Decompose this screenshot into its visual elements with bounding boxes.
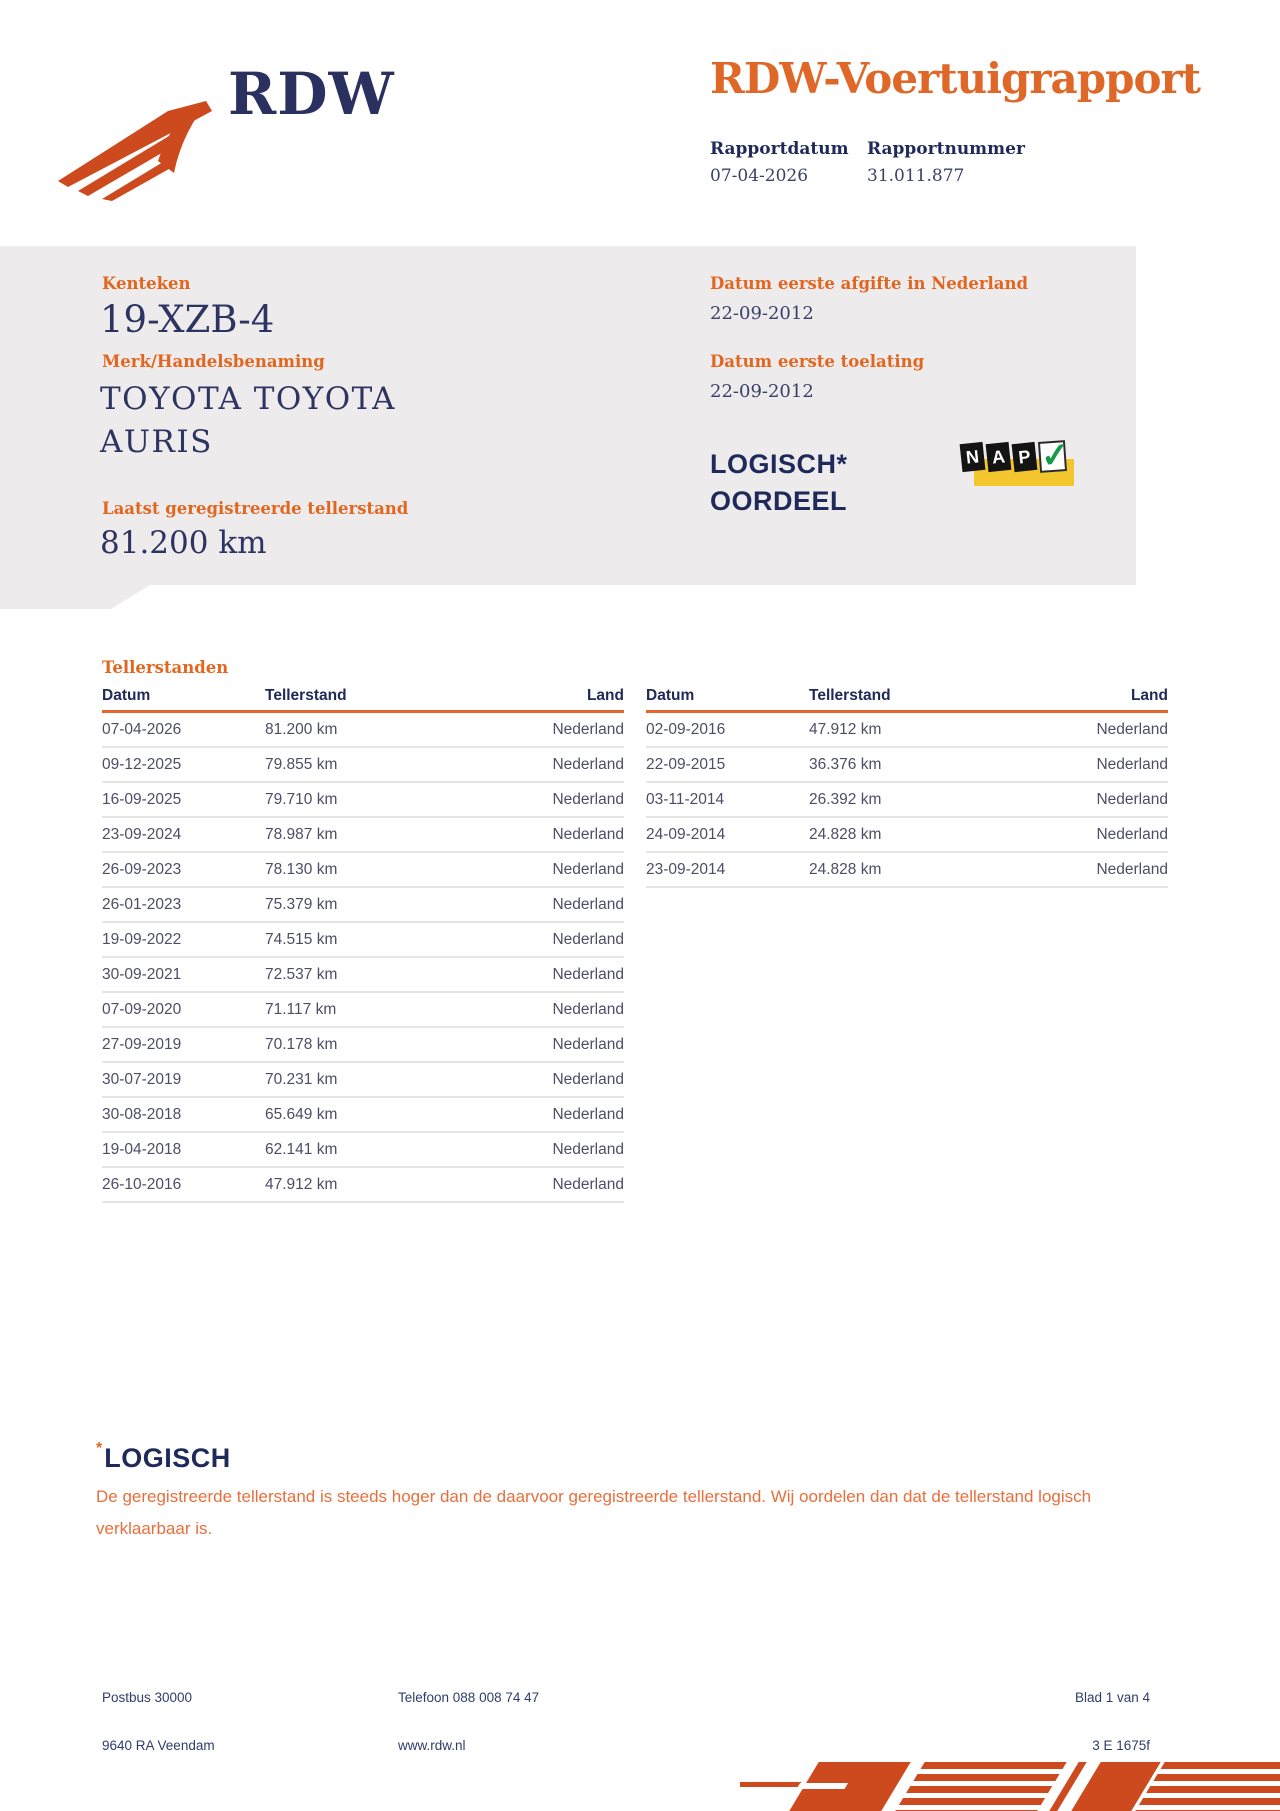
datum-toelating-value: 22-09-2012 — [710, 381, 814, 402]
table-body — [102, 713, 624, 1203]
tellerstanden-table-right — [646, 688, 1168, 888]
table-cell: Nederland — [1096, 720, 1168, 738]
table-cell: 79.855 km — [265, 755, 338, 773]
nap-letter-p: P — [1012, 442, 1038, 472]
report-number-value: 31.011.877 — [867, 166, 965, 186]
table-row — [102, 1168, 624, 1203]
table-cell: 30-09-2021 — [102, 965, 182, 983]
table-row — [646, 818, 1168, 853]
decor-parallelogram — [789, 1762, 910, 1811]
table-cell: 19-04-2018 — [102, 1140, 182, 1158]
table-cell: 78.130 km — [265, 860, 338, 878]
table-cell: Nederland — [1096, 825, 1168, 843]
table-cell: 70.231 km — [265, 1070, 338, 1088]
laatste-tellerstand-label: Laatst geregistreerde tellerstand — [102, 499, 409, 518]
table-row — [102, 713, 624, 748]
table-cell: Nederland — [552, 930, 624, 948]
table-cell: Nederland — [552, 755, 624, 773]
table-cell: 81.200 km — [265, 720, 338, 738]
table-cell: 19-09-2022 — [102, 930, 182, 948]
logisch-asterisk: * — [96, 1440, 103, 1457]
table-row — [102, 1098, 624, 1133]
table-cell: 26-01-2023 — [102, 895, 182, 913]
table-cell: 36.376 km — [809, 755, 882, 773]
footer-decoration-graphic — [740, 1762, 1280, 1811]
table-row — [646, 748, 1168, 783]
column-header-datum: Datum — [102, 687, 151, 704]
table-cell: 24.828 km — [809, 825, 882, 843]
table-header-row — [102, 688, 624, 713]
table-row — [102, 1028, 624, 1063]
table-row — [102, 958, 624, 993]
column-header-land: Land — [586, 687, 624, 704]
table-row — [102, 818, 624, 853]
table-cell: 71.117 km — [265, 1000, 337, 1018]
nap-checkmark-icon: ✓ — [1039, 435, 1071, 476]
datum-afgifte-label: Datum eerste afgifte in Nederland — [710, 274, 1029, 293]
report-number-label: Rapportnummer — [867, 139, 1025, 159]
table-cell: 27-09-2019 — [102, 1035, 182, 1053]
column-header-tellerstand: Tellerstand — [265, 687, 347, 704]
table-row — [102, 853, 624, 888]
table-row — [102, 1133, 624, 1168]
table-cell: 09-12-2025 — [102, 755, 182, 773]
page-title: RDW-Voertuigrapport — [710, 54, 1201, 103]
table-cell: 26-09-2023 — [102, 860, 182, 878]
table-cell: Nederland — [552, 1070, 624, 1088]
table-cell: 62.141 km — [265, 1140, 338, 1158]
table-row — [102, 748, 624, 783]
table-cell: Nederland — [552, 1140, 624, 1158]
table-cell: Nederland — [552, 860, 624, 878]
table-cell: 24.828 km — [809, 860, 882, 878]
table-cell: 47.912 km — [809, 720, 882, 738]
kenteken-value: 19-XZB-4 — [100, 298, 275, 341]
table-body — [646, 713, 1168, 888]
footer-postbus: Postbus 30000 — [102, 1690, 193, 1705]
table-cell: Nederland — [1096, 860, 1168, 878]
table-cell: 70.178 km — [265, 1035, 338, 1053]
table-cell: 22-09-2015 — [646, 755, 726, 773]
table-cell: 78.987 km — [265, 825, 338, 843]
column-header-datum: Datum — [646, 687, 695, 704]
table-cell: 23-09-2024 — [102, 825, 182, 843]
table-cell: 74.515 km — [265, 930, 338, 948]
datum-afgifte-value: 22-09-2012 — [710, 303, 814, 324]
decor-slit — [796, 1783, 848, 1789]
table-cell: 47.912 km — [265, 1175, 338, 1193]
footer-form-code: 3 E 1675f — [1092, 1738, 1150, 1753]
nap-logo — [958, 435, 1078, 492]
table-row — [102, 783, 624, 818]
footer-website: www.rdw.nl — [398, 1738, 466, 1753]
table-row — [646, 853, 1168, 888]
oordeel-line2: OORDEEL — [710, 486, 848, 516]
decor-stripes — [895, 1762, 1066, 1811]
table-cell: 26.392 km — [809, 790, 882, 808]
decor-stripes — [1135, 1762, 1280, 1811]
table-cell: Nederland — [552, 965, 624, 983]
table-row — [102, 993, 624, 1028]
table-row — [102, 888, 624, 923]
table-cell: Nederland — [552, 790, 624, 808]
column-header-land: Land — [1130, 687, 1168, 704]
table-row — [646, 713, 1168, 748]
table-cell: 72.537 km — [265, 965, 338, 983]
table-cell: Nederland — [1096, 755, 1168, 773]
nap-letter-n: N — [960, 442, 986, 472]
logisch-heading-text: LOGISCH — [104, 1443, 231, 1473]
table-cell: 65.649 km — [265, 1105, 338, 1123]
table-cell: Nederland — [552, 1000, 624, 1018]
kenteken-label: Kenteken — [102, 274, 191, 293]
table-cell: Nederland — [1096, 790, 1168, 808]
table-row — [646, 783, 1168, 818]
column-header-tellerstand: Tellerstand — [809, 687, 891, 704]
table-cell: 26-10-2016 — [102, 1175, 182, 1193]
table-header-row — [646, 688, 1168, 713]
table-cell: 75.379 km — [265, 895, 338, 913]
table-cell: 07-09-2020 — [102, 1000, 182, 1018]
logisch-heading — [96, 1440, 231, 1474]
table-cell: Nederland — [552, 1035, 624, 1053]
logisch-explanation-text: De geregistreerde tellerstand is steeds hoger dan de daarvoor geregistreerde tellerstand. Wij oordelen dan dat de tellerstand logisch verklaarbaar is. — [96, 1487, 1092, 1538]
report-date-value: 07-04-2026 — [710, 166, 809, 186]
footer-page-number: Blad 1 van 4 — [1074, 1690, 1150, 1705]
merk-label: Merk/Handelsbenaming — [102, 352, 325, 371]
rdw-wordmark: RDW — [228, 60, 395, 128]
table-cell: 03-11-2014 — [646, 790, 725, 808]
footer-city: 9640 RA Veendam — [102, 1738, 215, 1753]
table-cell: Nederland — [552, 895, 624, 913]
tellerstanden-section-title: Tellerstanden — [102, 658, 229, 677]
laatste-tellerstand-value: 81.200 km — [100, 525, 267, 561]
table-cell: 07-04-2026 — [102, 720, 182, 738]
table-row — [102, 923, 624, 958]
table-cell: Nederland — [552, 1105, 624, 1123]
oordeel-verdict — [710, 446, 848, 520]
table-cell: 24-09-2014 — [646, 825, 726, 843]
rdw-logo-swoosh-icon — [56, 95, 212, 201]
decor-line — [740, 1782, 802, 1787]
tellerstanden-table-left — [102, 688, 624, 1203]
table-cell: Nederland — [552, 1175, 624, 1193]
table-cell: 30-07-2019 — [102, 1070, 182, 1088]
table-cell: 30-08-2018 — [102, 1105, 182, 1123]
footer-phone: Telefoon 088 008 74 47 — [398, 1690, 540, 1705]
table-cell: 23-09-2014 — [646, 860, 726, 878]
table-cell: 79.710 km — [265, 790, 338, 808]
table-cell: 02-09-2016 — [646, 720, 726, 738]
table-row — [102, 1063, 624, 1098]
datum-toelating-label: Datum eerste toelating — [710, 352, 925, 371]
report-date-label: Rapportdatum — [710, 139, 849, 159]
table-cell: 16-09-2025 — [102, 790, 182, 808]
merk-value: TOYOTA TOYOTA AURIS — [100, 381, 397, 460]
table-cell: Nederland — [552, 720, 624, 738]
nap-letter-a: A — [986, 442, 1012, 472]
table-cell: Nederland — [552, 825, 624, 843]
oordeel-line1: LOGISCH* — [710, 449, 848, 479]
